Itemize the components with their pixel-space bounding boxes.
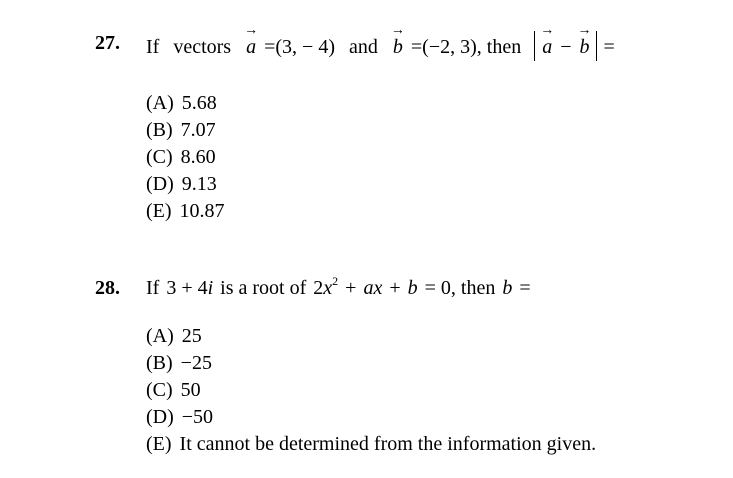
vector-arrow-icon: → bbox=[577, 23, 592, 38]
question-number: 28. bbox=[95, 277, 120, 299]
answer-choice-b[interactable] bbox=[146, 350, 596, 377]
choice-text: −25 bbox=[180, 352, 212, 374]
choice-letter: (D) bbox=[146, 173, 174, 195]
vector-b: → b bbox=[390, 23, 405, 58]
equals-sign: = bbox=[264, 36, 276, 58]
root-real-part: 3 + 4 bbox=[166, 277, 208, 299]
answer-choice-c[interactable] bbox=[146, 144, 225, 171]
choice-letter: (B) bbox=[146, 352, 173, 374]
stem-text: is a root of bbox=[220, 277, 307, 299]
question-stem bbox=[146, 23, 615, 61]
imaginary-unit: i bbox=[207, 277, 214, 299]
choice-letter: (A) bbox=[146, 92, 174, 114]
stem-text: , then bbox=[476, 36, 522, 58]
choice-letter: (B) bbox=[146, 119, 173, 141]
choice-text: 9.13 bbox=[181, 173, 217, 195]
answer-choice-d[interactable] bbox=[146, 171, 225, 198]
equals-sign: = bbox=[603, 36, 615, 58]
question-stem bbox=[146, 276, 531, 300]
vector-a-value: (3, − 4) bbox=[275, 36, 335, 58]
choice-letter: (C) bbox=[146, 379, 173, 401]
answer-choice-b[interactable] bbox=[146, 117, 225, 144]
vector-arrow-icon: → bbox=[244, 23, 259, 38]
minus-sign: − bbox=[560, 36, 572, 58]
answer-choices bbox=[146, 90, 225, 225]
answer-choice-e[interactable] bbox=[146, 198, 225, 225]
absolute-value-bar-left bbox=[534, 31, 535, 61]
poly-variable: x bbox=[323, 277, 333, 299]
choice-text: 10.87 bbox=[179, 200, 225, 222]
choice-letter: (A) bbox=[146, 325, 174, 347]
equals-sign: = bbox=[519, 277, 531, 299]
answer-choice-e[interactable] bbox=[146, 431, 596, 458]
plus-sign: + bbox=[345, 277, 357, 299]
ask-variable-b: b bbox=[502, 277, 513, 299]
vector-a: → a bbox=[244, 23, 259, 58]
answer-choice-d[interactable] bbox=[146, 404, 596, 431]
answer-choice-c[interactable] bbox=[146, 377, 596, 404]
vector-arrow-icon: → bbox=[390, 23, 405, 38]
vector-arrow-icon: → bbox=[540, 23, 555, 38]
stem-text: and bbox=[348, 36, 378, 58]
answer-choice-a[interactable] bbox=[146, 90, 225, 117]
poly-coefficient: 2 bbox=[313, 277, 324, 299]
choice-text: 50 bbox=[180, 379, 201, 401]
choice-letter: (E) bbox=[146, 433, 172, 455]
vector-a: → a bbox=[540, 23, 555, 58]
vector-b: → b bbox=[577, 23, 592, 58]
poly-term-b: b bbox=[407, 277, 418, 299]
plus-sign: + bbox=[389, 277, 401, 299]
answer-choice-a[interactable] bbox=[146, 323, 596, 350]
poly-equals-zero: = 0 bbox=[424, 277, 451, 299]
choice-text: It cannot be determined from the information given. bbox=[179, 433, 597, 455]
stem-text: If bbox=[146, 277, 160, 299]
choice-text: −50 bbox=[181, 406, 214, 428]
answer-choices bbox=[146, 323, 596, 458]
stem-text: If bbox=[146, 36, 160, 58]
poly-term-ax: ax bbox=[363, 277, 383, 299]
choice-letter: (E) bbox=[146, 200, 172, 222]
poly-exponent: 2 bbox=[332, 274, 339, 288]
question-number: 27. bbox=[95, 32, 120, 54]
stem-text: vectors bbox=[173, 36, 232, 58]
choice-text: 25 bbox=[181, 325, 202, 347]
absolute-value-bar-right bbox=[596, 31, 597, 61]
stem-text: , then bbox=[450, 277, 496, 299]
equals-sign: = bbox=[410, 36, 423, 58]
choice-letter: (C) bbox=[146, 146, 173, 168]
choice-text: 8.60 bbox=[180, 146, 216, 168]
choice-text: 5.68 bbox=[181, 92, 217, 114]
vector-b-value: (−2, 3) bbox=[422, 36, 477, 58]
choice-text: 7.07 bbox=[180, 119, 216, 141]
choice-letter: (D) bbox=[146, 406, 174, 428]
